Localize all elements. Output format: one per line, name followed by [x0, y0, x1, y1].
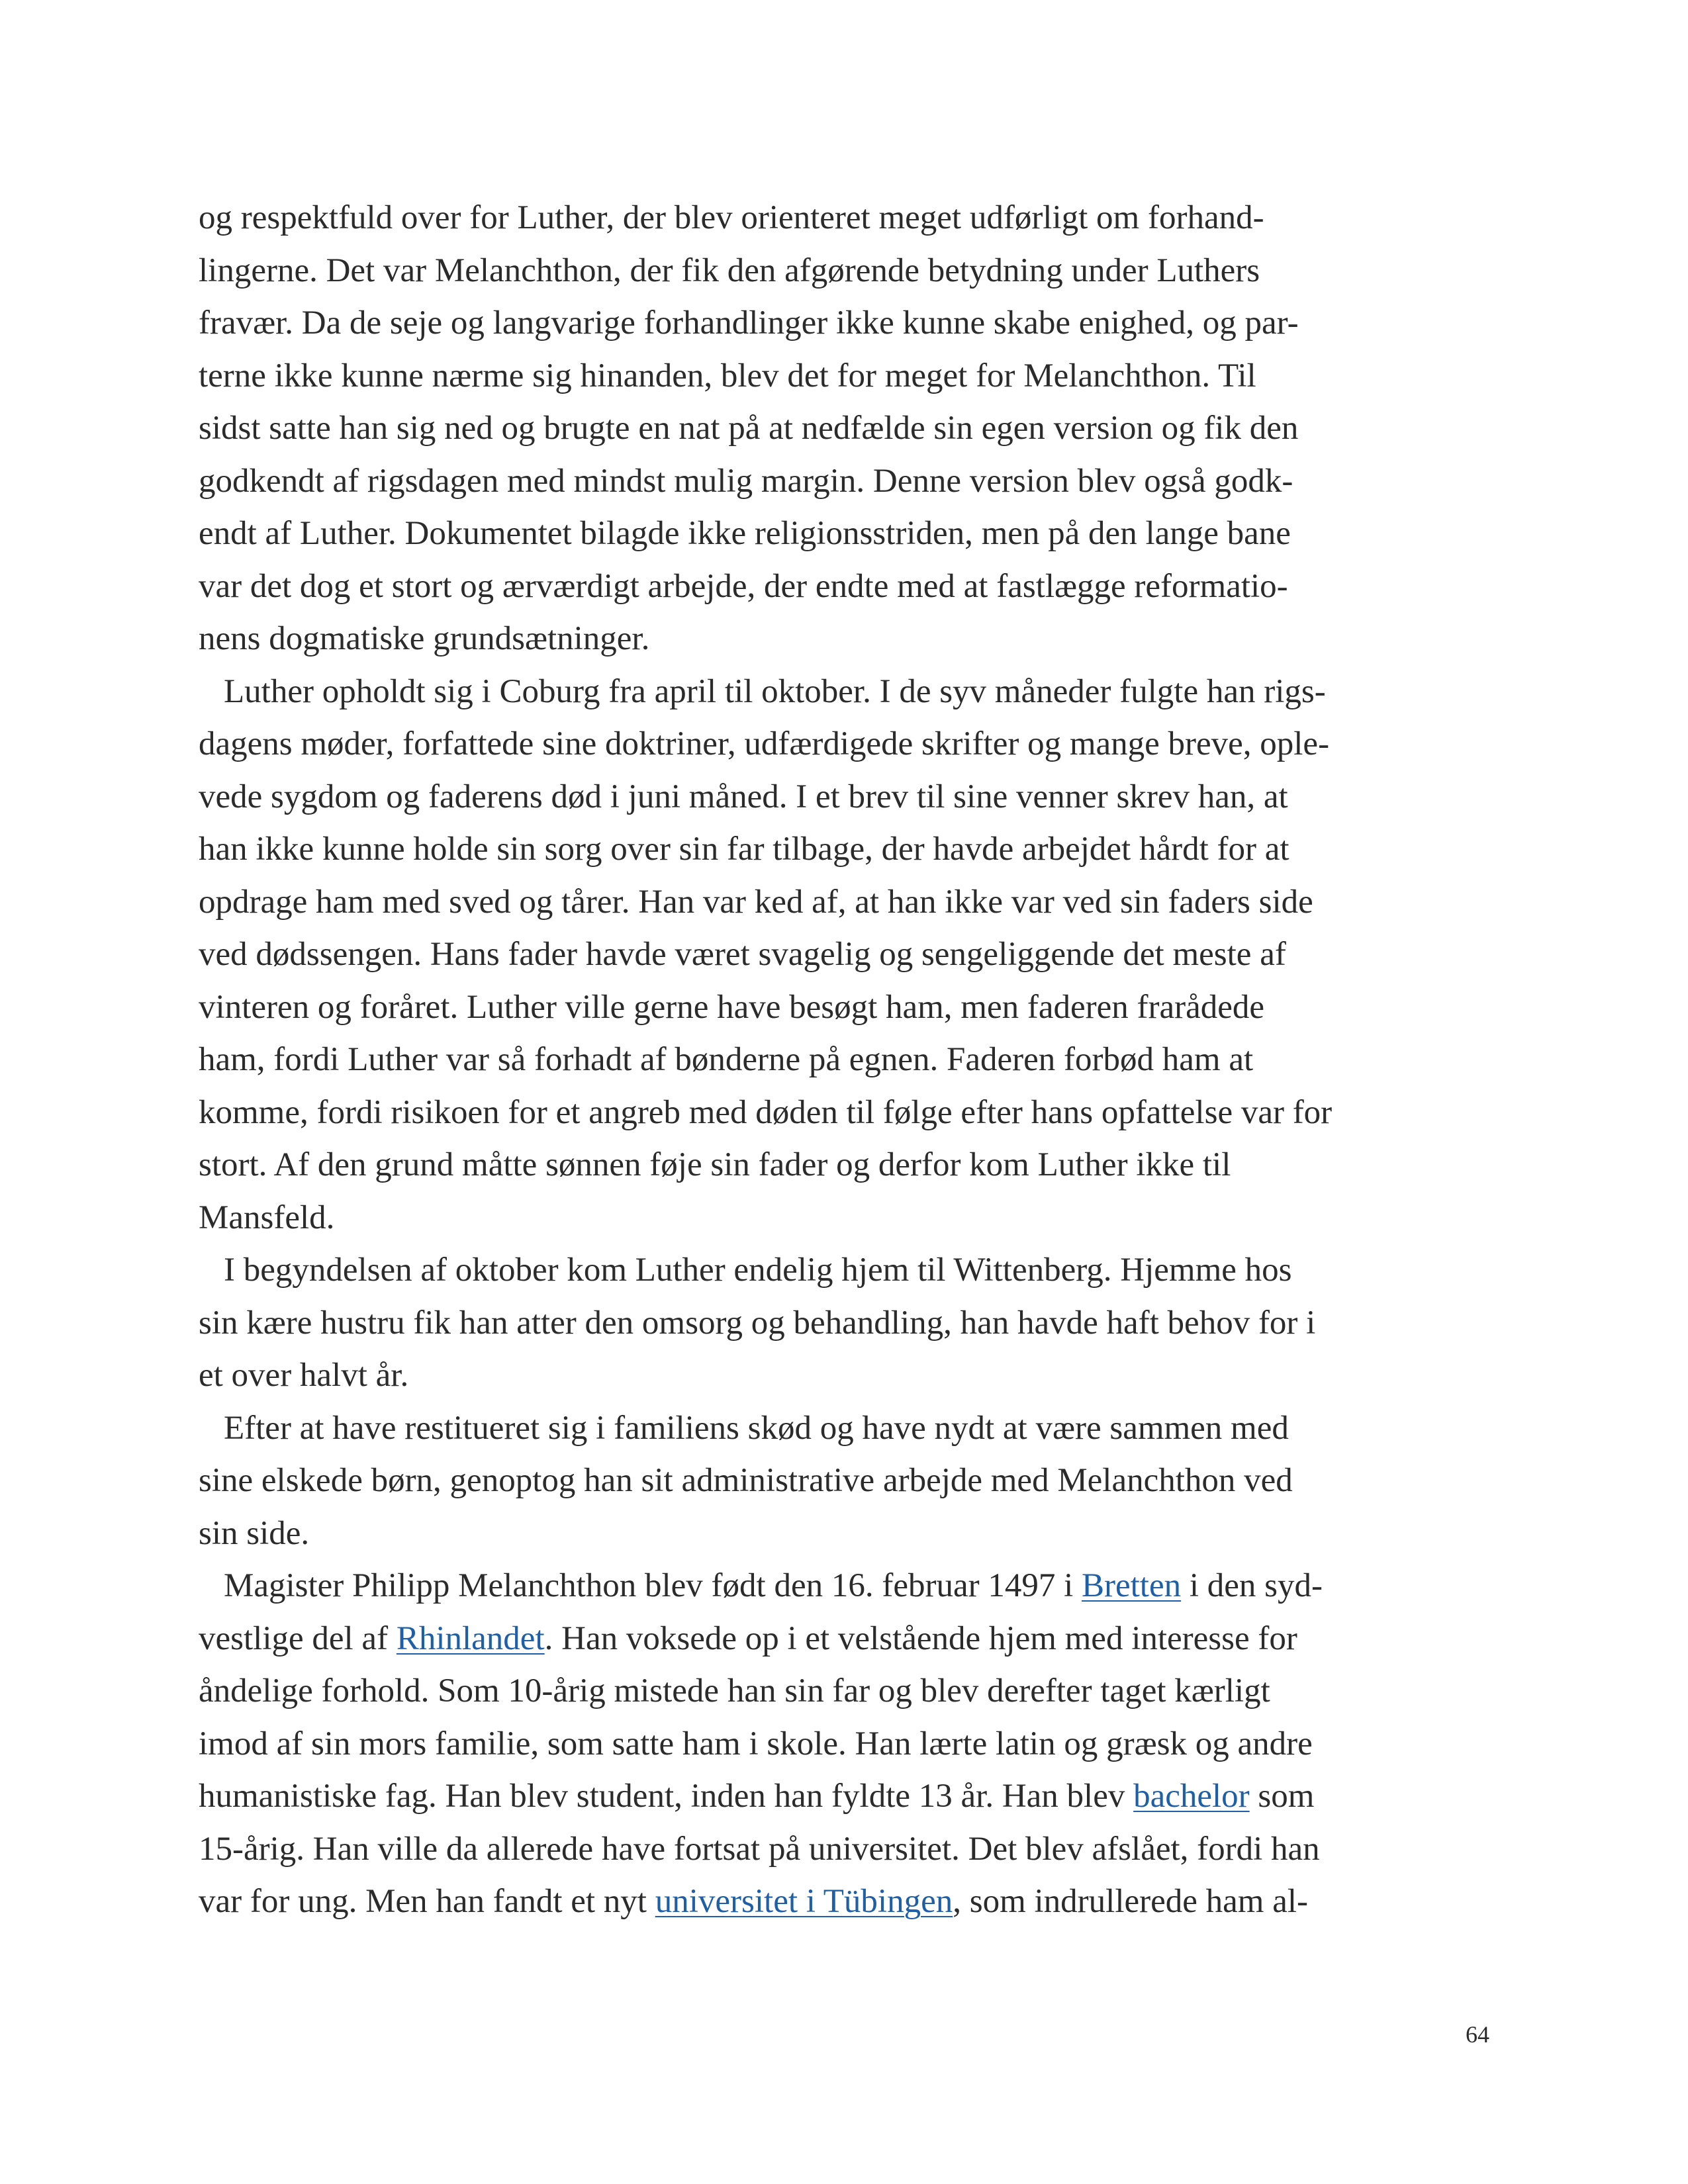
text-line	[199, 1613, 1489, 1666]
text-line: nens dogmatiske grundsætninger.	[199, 620, 650, 657]
text-segment: i den syd-	[1181, 1567, 1323, 1604]
text-line: sin side.	[199, 1514, 310, 1552]
page-number: 64	[1466, 2021, 1489, 2048]
text-line: vede sygdom og faderens død i juni måned. I et brev til sine venner skrev han, at	[199, 778, 1288, 815]
text-line: sine elskede børn, genoptog han sit administrative arbejde med Melanchthon ved	[199, 1462, 1293, 1499]
body-text	[199, 192, 1489, 1929]
text-line: terne ikke kunne nærme sig hinanden, blev det for meget for Melanchthon. Til	[199, 357, 1256, 394]
text-line	[199, 1876, 1489, 1929]
text-line: ved dødssengen. Hans fader havde været svagelig og sengeliggende det meste af	[199, 936, 1286, 973]
text-line: Mansfeld.	[199, 1199, 335, 1236]
text-line: og respektfuld over for Luther, der blev orienteret meget udførligt om forhand-	[199, 199, 1264, 236]
text-line: dagens møder, forfattede sine doktriner, udfærdigede skrifter og mange breve, ople-	[199, 725, 1330, 762]
link-rhinlandet[interactable]: Rhinlandet	[396, 1619, 545, 1657]
text-line: I begyndelsen af oktober kom Luther endelig hjem til Wittenberg. Hjemme hos	[224, 1251, 1292, 1289]
text-line: imod af sin mors familie, som satte ham i skole. Han lærte latin og græsk og andre	[199, 1725, 1313, 1762]
text-line: ham, fordi Luther var så forhadt af bønderne på egnen. Faderen forbød ham at	[199, 1041, 1254, 1078]
text-segment: , som indrullerede ham al-	[953, 1883, 1308, 1920]
text-line: endt af Luther. Dokumentet bilagde ikke religionsstriden, men på den lange bane	[199, 515, 1291, 552]
text-line: han ikke kunne holde sin sorg over sin far tilbage, der havde arbejdet hårdt for at	[199, 831, 1289, 868]
text-line: var det dog et stort og ærværdigt arbejde, der endte med at fastlægge reformatio-	[199, 567, 1288, 605]
text-line: vinteren og foråret. Luther ville gerne have besøgt ham, men faderen frarådede	[199, 988, 1264, 1026]
text-segment: Magister Philipp Melanchthon blev født den 16. februar 1497 i	[224, 1567, 1082, 1604]
link-bretten[interactable]: Bretten	[1082, 1567, 1182, 1604]
text-line	[199, 1560, 1489, 1613]
text-line	[199, 1770, 1489, 1823]
text-segment: som	[1249, 1778, 1315, 1815]
text-line: sin kære hustru fik han atter den omsorg og behandling, han havde haft behov for i	[199, 1304, 1316, 1342]
text-line: komme, fordi risikoen for et angreb med døden til følge efter hans opfattelse var for	[199, 1093, 1333, 1131]
text-segment: . Han voksede op i et velstående hjem med interesse for	[544, 1619, 1297, 1657]
text-line: fravær. Da de seje og langvarige forhandlinger ikke kunne skabe enighed, og par-	[199, 304, 1299, 341]
text-line: godkendt af rigsdagen med mindst mulig margin. Denne version blev også godk-	[199, 462, 1293, 500]
text-line: sidst satte han sig ned og brugte en nat på at nedfælde sin egen version og fik den	[199, 410, 1299, 447]
text-line: åndelige forhold. Som 10-årig mistede han sin far og blev derefter taget kærligt	[199, 1672, 1270, 1709]
text-line: lingerne. Det var Melanchthon, der fik den afgørende betydning under Luthers	[199, 251, 1260, 289]
text-line: et over halvt år.	[199, 1357, 409, 1394]
text-segment: var for ung. Men han fandt et nyt	[199, 1883, 655, 1920]
link-bachelor[interactable]: bachelor	[1133, 1778, 1250, 1815]
text-segment: vestlige del af	[199, 1619, 397, 1657]
text-line: stort. Af den grund måtte sønnen føje sin fader og derfor kom Luther ikke til	[199, 1146, 1231, 1183]
text-line: Efter at have restitueret sig i familiens skød og have nydt at være sammen med	[224, 1409, 1289, 1447]
text-segment: humanistiske fag. Han blev student, inden han fyldte 13 år. Han blev	[199, 1778, 1134, 1815]
text-line: opdrage ham med sved og tårer. Han var ked af, at han ikke var ved sin faders side	[199, 883, 1313, 921]
text-line: Luther opholdt sig i Coburg fra april til oktober. I de syv måneder fulgte han rigs-	[224, 672, 1326, 710]
text-line: 15-årig. Han ville da allerede have fortsat på universitet. Det blev afslået, fordi han	[199, 1830, 1320, 1868]
link-universitet-tuebingen[interactable]: universitet i Tübingen	[655, 1883, 953, 1920]
